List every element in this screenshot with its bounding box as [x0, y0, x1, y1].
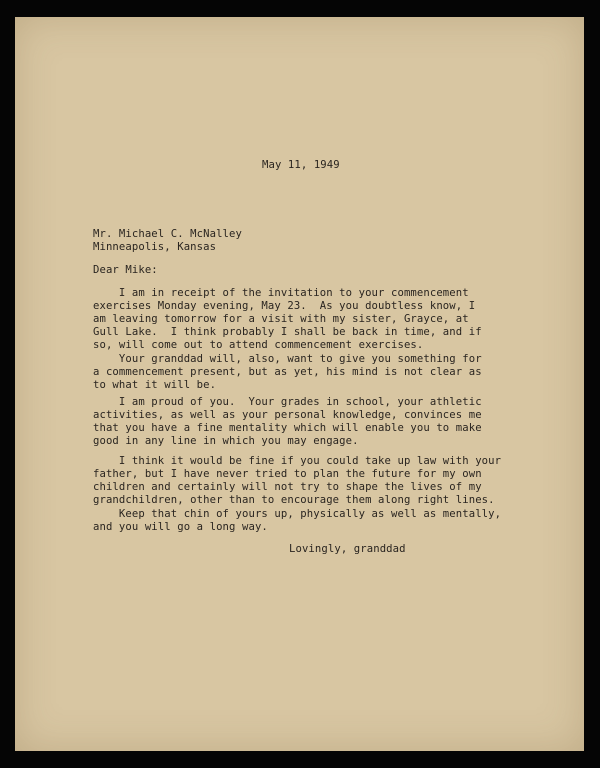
paragraph-2: [93, 353, 543, 392]
paragraph-line: a commencement present, but as yet, his mind is not clear as: [93, 366, 482, 378]
addressee-city: Minneapolis, Kansas: [93, 241, 217, 253]
paragraph-line: activities, as well as your personal knowledge, convinces me: [93, 409, 482, 421]
letter-body: [15, 17, 584, 751]
letter-date: May 11, 1949: [262, 159, 340, 171]
paragraph-line: to what it will be.: [93, 379, 217, 391]
paragraph-line: father, but I have never tried to plan the future for my own: [93, 468, 482, 480]
closing-signature: Lovingly, granddad: [289, 543, 406, 555]
paragraph-line: and you will go a long way.: [93, 521, 268, 533]
paragraph-1: [93, 287, 543, 352]
paragraph-line: Gull Lake. I think probably I shall be back in time, and if: [93, 326, 482, 338]
paragraph-line: I am in receipt of the invitation to your commencement: [93, 287, 469, 299]
paragraph-line: that you have a fine mentality which will enable you to make: [93, 422, 482, 434]
paragraph-line: I think it would be fine if you could take up law with your: [93, 455, 502, 467]
salutation: Dear Mike:: [93, 264, 158, 276]
paragraph-3: [93, 396, 543, 448]
paragraph-line: exercises Monday evening, May 23. As you doubtless know, I: [93, 300, 476, 312]
letter-page: [15, 17, 584, 751]
paragraph-5: [93, 508, 543, 534]
paragraph-line: children and certainly will not try to shape the lives of my: [93, 481, 482, 493]
paragraph-line: Keep that chin of yours up, physically as well as mentally,: [93, 508, 502, 520]
paragraph-4: [93, 455, 543, 507]
paragraph-line: grandchildren, other than to encourage them along right lines.: [93, 494, 495, 506]
paragraph-line: Your granddad will, also, want to give you something for: [93, 353, 482, 365]
paragraph-line: I am proud of you. Your grades in school, your athletic: [93, 396, 482, 408]
paragraph-line: good in any line in which you may engage.: [93, 435, 359, 447]
paragraph-line: so, will come out to attend commencement exercises.: [93, 339, 424, 351]
paragraph-line: am leaving tomorrow for a visit with my sister, Grayce, at: [93, 313, 469, 325]
addressee-block: [93, 228, 242, 254]
addressee-name: Mr. Michael C. McNalley: [93, 228, 242, 240]
